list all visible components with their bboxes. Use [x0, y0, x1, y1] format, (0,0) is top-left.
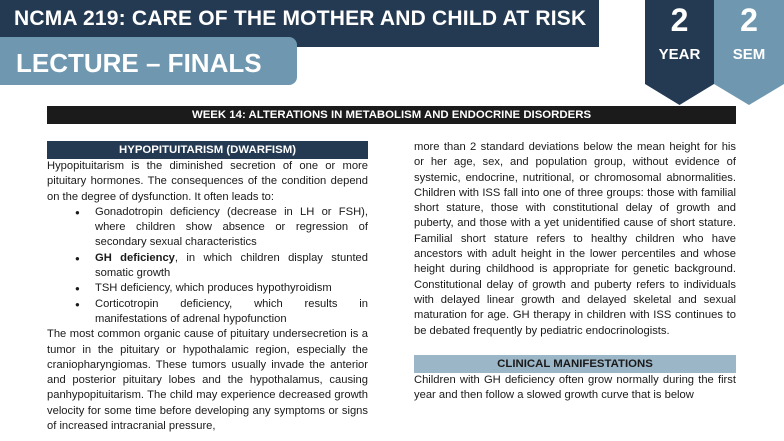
year-label: YEAR [658, 46, 701, 63]
sem-label: SEM [732, 46, 766, 63]
week-title: WEEK 14: ALTERATIONS IN METABOLISM AND ENDOCRINE DISORDERS [47, 106, 736, 124]
list-item: ● GH deficiency, in which children display stunted somatic growth [95, 251, 368, 282]
lecture-subtitle: LECTURE – FINALS [16, 48, 262, 78]
manifestations-paragraph: Children with GH deficiency often grow normally during the first year and then follow a slowed growth curve that is below [414, 373, 736, 402]
course-title: NCMA 219: CARE OF THE MOTHER AND CHILD AT RISK [14, 7, 587, 30]
section-heading: CLINICAL MANIFESTATIONS [414, 355, 736, 373]
right-column [414, 140, 736, 403]
causes-paragraph: The most common organic cause of pituitary undersecretion is a tumor in the pituitary or hypothalamic region, especially the craniopharyngiomas. These tumors usually invade the anterior and posterior pituitary lobes and the hypothalamus, causing panhypopituitarism. The child may experience decreased growth velocity for some time before developing any symptoms or signs of increased intracranial pressure, [47, 328, 368, 433]
intro-paragraph: Hypopituitarism is the diminished secretion of one or more pituitary hormones. The consequences of the condition depend on the degree of dysfunction. It often leads to: [47, 160, 368, 203]
list-item: ● TSH deficiency, which produces hypothyroidism [95, 281, 368, 296]
iss-paragraph: more than 2 standard deviations below the mean height for his or her age, sex, and population group, without evidence of systemic, endocrine, nutritional, or chromosomal abnormalities. Children with ISS fall into one of three groups: those with familial short stature, those with constitutional delay of growth and puberty, and those with a yet unidentified cause of short stature. Familial short stature refers to healthy children who have ancestors with adult height in the lower percentiles and whose height during childhood is appropriate for genetic background. Constitutional delay of growth and puberty refers to individuals with delayed linear growth and delayed skeletal and sexual maturation for age. GH therapy in children with ISS continues to be debated frequently by pediatric endocrinologists. [414, 141, 736, 337]
sem-ribbon [714, 0, 784, 105]
list-item: ● Gonadotropin deficiency (decrease in LH or FSH), where children show absence or regression of secondary sexual characteristics [95, 205, 368, 251]
left-column [47, 141, 368, 434]
deficiency-list [47, 205, 368, 327]
year-number: 2 [670, 2, 689, 38]
list-item: ● Corticotropin deficiency, which results in manifestations of adrenal hypofunction [95, 297, 368, 328]
sem-number: 2 [740, 2, 758, 38]
section-heading: HYPOPITUITARISM (DWARFISM) [47, 141, 368, 159]
year-ribbon [645, 0, 714, 105]
